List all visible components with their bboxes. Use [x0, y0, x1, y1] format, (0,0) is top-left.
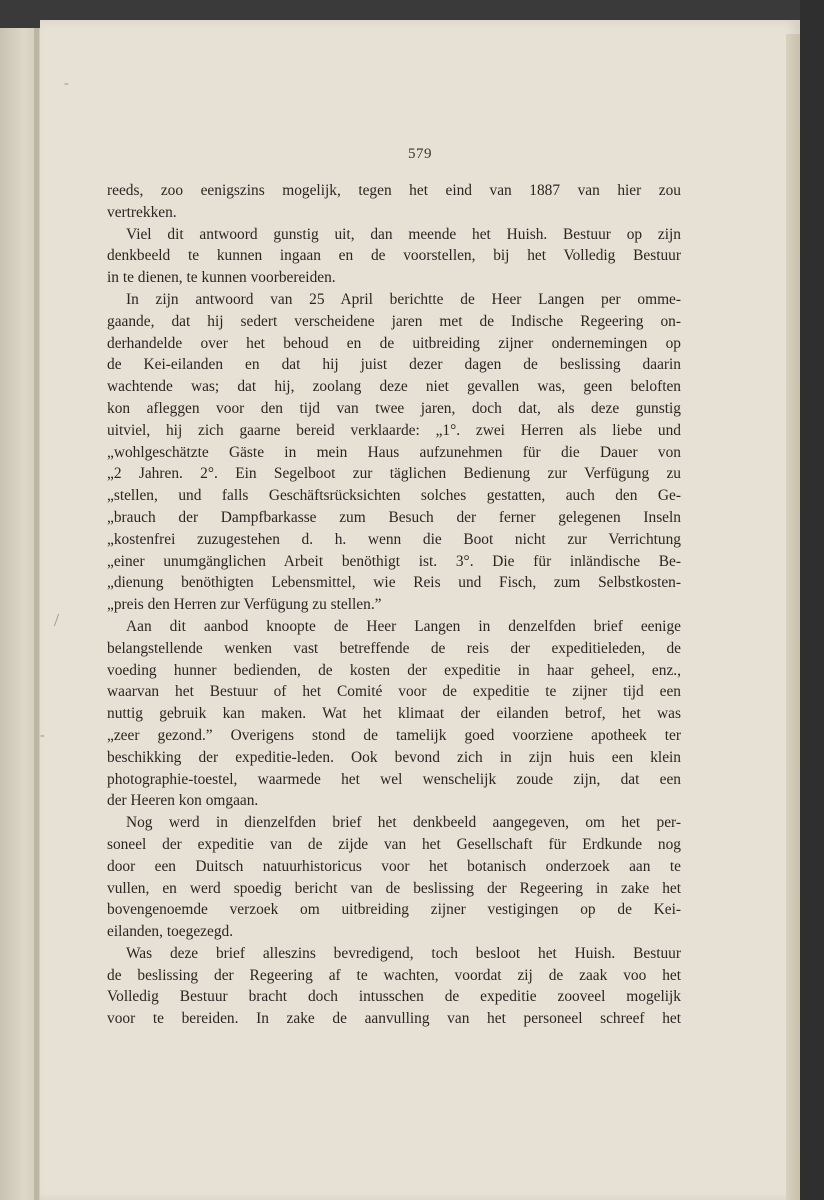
text-line: denkbeeld te kunnen ingaan en de voorstellen, bij het Volledig Bestuur	[107, 247, 681, 265]
text-line: belangstellende wenken vast betreffende de reis der expeditieleden, de	[107, 639, 681, 657]
text-line: „stellen, und falls Geschäftsrücksichten solches gestatten, auch den Ge-	[107, 487, 681, 505]
text-line: soneel der expeditie van de zijde van het Gesellschaft für Erdkunde nog	[107, 835, 681, 853]
text-line: vullen, en werd spoedig bericht van de beslissing der Regeering in zake het	[107, 879, 681, 897]
text-line: „brauch der Dampfbarkasse zum Besuch der ferner gelegenen Inseln	[107, 508, 681, 526]
text-line: beschikking der expeditie-leden. Ook bevond zich in zijn huis een klein	[107, 748, 681, 766]
text-line: „zeer gezond.” Overigens stond de tamelijk goed voorziene apotheek ter	[107, 726, 681, 744]
text-line: voor te bereiden. In zake de aanvulling van het personeel schreef het	[107, 1010, 681, 1028]
text-line: wachtende was; dat hij, zoolang deze niet gevallen was, geen beloften	[107, 378, 681, 396]
text-line: „preis den Herren zur Verfügung zu stellen.”	[107, 596, 382, 614]
text-line: „einer unumgänglichen Arbeit benöthigt ist. 3°. Die für inländische Be-	[107, 552, 681, 570]
text-line: „dienung benöthigten Lebensmittel, wie Reis und Fisch, zum Selbstkosten-	[107, 574, 681, 592]
scan-background	[800, 0, 824, 1200]
text-line: Aan dit aanbod knoopte de Heer Langen in denzelfden brief eenige	[126, 617, 681, 635]
text-line: in te dienen, te kunnen voorbereiden.	[107, 269, 336, 287]
text-line: Viel dit antwoord gunstig uit, dan meende het Huish. Bestuur op zijn	[126, 225, 681, 243]
margin-pencil-mark: /	[54, 610, 60, 630]
text-line: de Kei-eilanden en dat hij juist dezer dagen de beslissing daarin	[107, 356, 681, 374]
text-line: In zijn antwoord van 25 April berichtte de Heer Langen per omme-	[126, 290, 681, 308]
body-text	[107, 180, 681, 1030]
text-line: derhandelde over het behoud en de uitbreiding zijner ondernemingen op	[107, 334, 681, 352]
text-line: voeding hunner bedienden, de kosten der expeditie in haar geheel, enz.,	[107, 661, 681, 679]
text-line: door een Duitsch natuurhistoricus voor het botanisch onderzoek aan te	[107, 857, 681, 875]
text-line: photographie-toestel, waarmede het wel wenschelijk zoude zijn, dat een	[107, 770, 681, 788]
book-page	[40, 20, 800, 1200]
margin-speck: -	[64, 76, 69, 91]
text-line: nuttig gebruik kan maken. Wat het klimaat der eilanden betrof, het was	[107, 705, 681, 723]
text-line: Nog werd in dienzelfden brief het denkbeeld aangegeven, om het per-	[126, 814, 681, 832]
margin-speck: -	[40, 728, 45, 743]
text-line: reeds, zoo eenigszins mogelijk, tegen het eind van 1887 van hier zou	[107, 182, 681, 199]
text-line: kon afleggen voor den tijd van twee jaren, doch dat, als deze gunstig	[107, 399, 681, 417]
text-line: Volledig Bestuur bracht doch intusschen de expeditie zooveel mogelijk	[107, 988, 681, 1006]
text-line: waarvan het Bestuur of het Comité voor de expeditie te zijner tijd een	[107, 683, 681, 701]
text-line: bovengenoemde verzoek om uitbreiding zijner vestigingen op de Kei-	[107, 901, 681, 919]
text-line: gaande, dat hij sedert verscheidene jaren met de Indische Regeering on-	[107, 312, 681, 330]
page-stack-edge	[786, 34, 800, 1200]
text-line: „2 Jahren. 2°. Ein Segelboot zur täglichen Bedienung zur Verfügung zu	[107, 465, 681, 483]
text-line: de beslissing der Regeering af te wachten, voordat zij de zaak voo het	[107, 966, 681, 984]
left-page-edge	[34, 28, 39, 1200]
text-line: Was deze brief alleszins bevredigend, toch besloot het Huish. Bestuur	[126, 944, 681, 962]
text-line: eilanden, toegezegd.	[107, 923, 234, 941]
text-line: „kostenfrei zuzugestehen d. h. wenn die Boot nicht zur Verrichtung	[107, 530, 681, 548]
text-line: uitviel, hij zich gaarne bereid verklaarde: „1°. zwei Herren als liebe und	[107, 421, 681, 439]
text-line: „wohlgeschätzte Gäste in mein Haus aufzunehmen für die Dauer von	[107, 443, 681, 461]
text-line: der Heeren kon omgaan.	[107, 792, 259, 810]
page-number: 579	[408, 146, 432, 162]
text-line: vertrekken.	[107, 203, 177, 221]
